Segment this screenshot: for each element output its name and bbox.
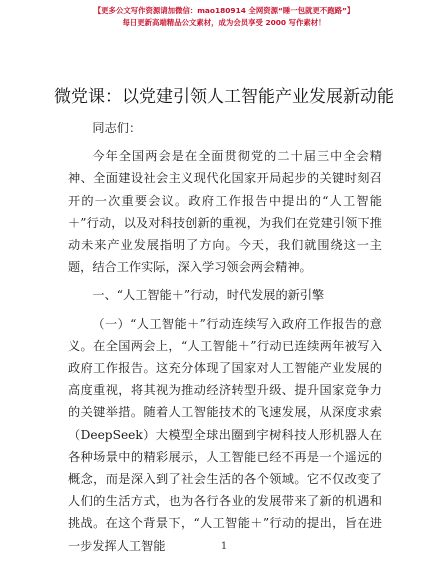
subsection-paragraph (68, 313, 382, 557)
document-body (68, 117, 382, 557)
section-heading-1: 一、“人工智能＋”行动，时代发展的新引擎 (92, 288, 325, 303)
document-title: 微党课：以党建引领人工智能产业发展新动能 (54, 87, 394, 107)
greeting: 同志们： (92, 121, 142, 135)
intro-paragraph: 今年全国两会是在全面贯彻党的二十届三中全会精神、全面建设社会主义现代化国家开局起步的关键时刻召开的一次重要会议。政府工作报告中提出的“人工智能＋”行动，以及对科技创新的重视，为我们在党建引领下推动未来产业发展指明了方向。今天，我们就围绕这一主题，结合工作实际，深入学习领会两会精神。 (68, 149, 382, 275)
banner-line-2: 每日更新高端精品公文素材，成为会员享受 2000 写作素材！ (122, 18, 326, 27)
banner-line-1: 【更多公文写作资源请加微信：mao180914 全网资源“睡一包就更不跑路”】 (93, 6, 355, 15)
subsection-body-1: 在全国两会上，“人工智能＋”行动已连续两年被写入政府工作报告。这充分体现了国家对人工智能产业发展的高度重视，将其视为推动经济转型升级、提升国家竞争力的关键举措。随着人工智能技术的飞速发展，从深度求索（DeepSeek）大模型全球出圈到宇树科技人形机器人在各种场景中的精彩展示，人工智能已经不再是一个遥远的概念，而是深入到了社会生活的各个领域。它不仅改变了人们的生活方式，也为各行各业的发展带来了新的机遇和挑战。在这个背景下，“人工智能＋”行动的提出，旨在进一步发挥人工智能 (68, 338, 383, 553)
page-number: 1 (220, 541, 228, 552)
resource-banner (0, 5, 448, 29)
subsection-heading-1: （一）“人工智能＋”行动连续写入政府工作报告的意义。 (68, 316, 382, 353)
